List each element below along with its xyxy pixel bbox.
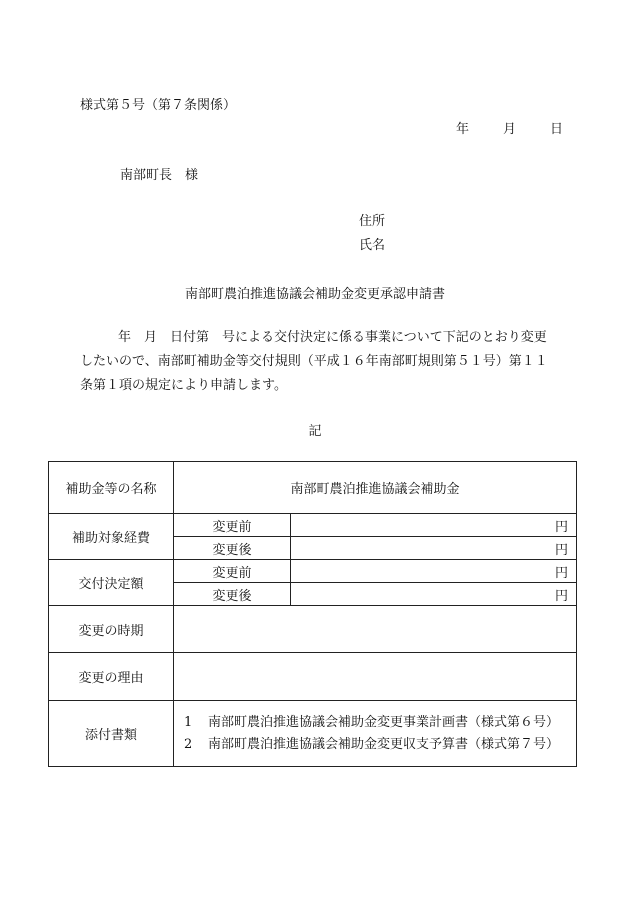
decision-after-amount: 円 [291, 583, 577, 606]
attachment-text: 南部町農泊推進協議会補助金変更事業計画書（様式第６号） [208, 714, 560, 730]
date-day: 日 [550, 122, 564, 137]
expense-after-label: 変更後 [174, 537, 291, 560]
decision-before-amount: 円 [291, 560, 577, 583]
row-decision-before [49, 560, 577, 583]
expense-after-amount: 円 [291, 537, 577, 560]
expense-before-amount: 円 [291, 514, 577, 537]
row-subsidy-name [49, 462, 577, 514]
date-line [456, 118, 563, 137]
date-year: 年 [456, 122, 470, 137]
attachments-label: 添付書類 [49, 701, 174, 767]
decision-label: 交付決定額 [49, 560, 174, 606]
subsidy-name-label: 補助金等の名称 [49, 462, 174, 514]
form-number: 様式第５号（第７条関係） [80, 98, 237, 113]
timing-label: 変更の時期 [49, 606, 174, 653]
attachment-number: 2 [184, 736, 193, 752]
decision-before-label: 変更前 [174, 560, 291, 583]
reason-label: 変更の理由 [49, 653, 174, 701]
timing-value [174, 606, 577, 653]
reason-value [174, 653, 577, 701]
subsidy-name-value: 南部町農泊推進協議会補助金 [174, 462, 577, 514]
body-paragraph: 年 月 日付第 号による交付決定に係る事業について下記のとおり変更したいので、南部町補助金等交付規則（平成１６年南部町規則第５１号）第１１条第１項の規定により申請します。 [80, 330, 548, 393]
attachment-item [184, 712, 576, 734]
attachments-list [174, 701, 577, 767]
row-attachments [49, 701, 577, 767]
attachment-text: 南部町農泊推進協議会補助金変更収支予算書（様式第７号） [208, 736, 560, 752]
application-table [48, 461, 577, 767]
row-timing [49, 606, 577, 653]
addressee: 南部町長 様 [120, 168, 199, 183]
date-month: 月 [503, 122, 517, 137]
name-label: 氏名 [359, 238, 386, 253]
expense-label: 補助対象経費 [49, 514, 174, 560]
attachment-number: 1 [184, 714, 193, 730]
expense-before-label: 変更前 [174, 514, 291, 537]
decision-after-label: 変更後 [174, 583, 291, 606]
address-label: 住所 [359, 214, 386, 229]
document-title: 南部町農泊推進協議会補助金変更承認申請書 [184, 287, 445, 302]
row-expense-before [49, 514, 577, 537]
row-reason [49, 653, 577, 701]
ki-heading: 記 [308, 424, 322, 439]
attachment-item [184, 734, 576, 756]
